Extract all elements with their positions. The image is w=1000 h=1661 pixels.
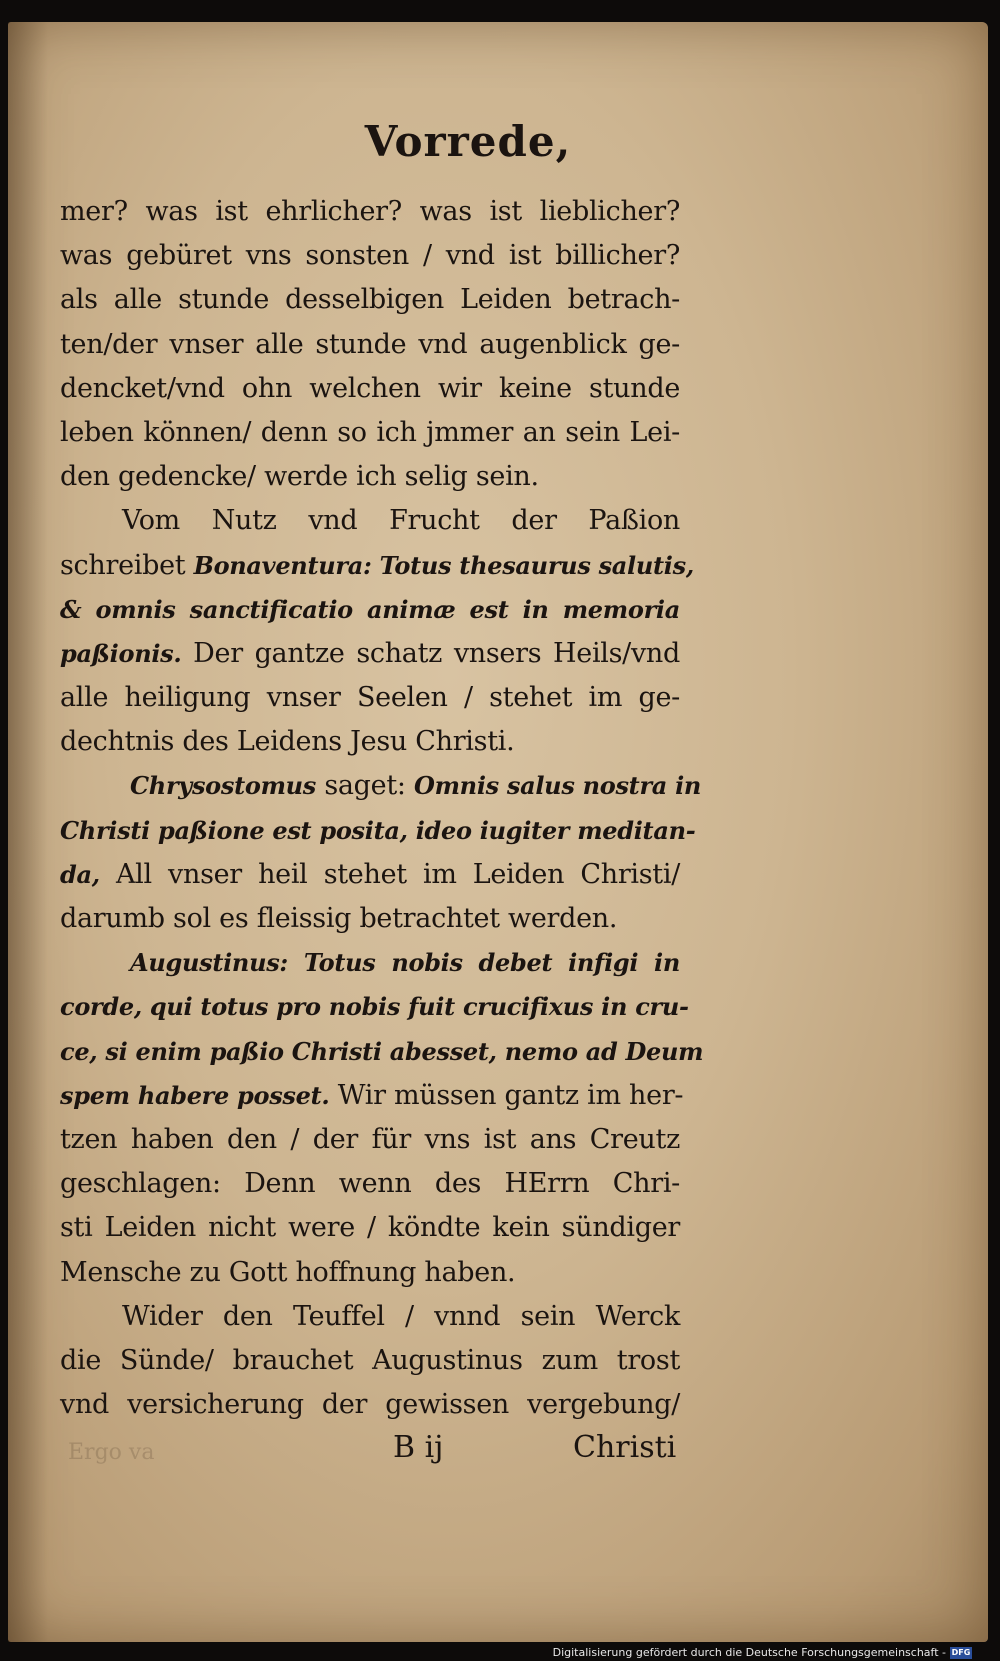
text-line <box>60 941 680 985</box>
text-line <box>60 720 680 764</box>
text-line <box>60 1030 704 1074</box>
german-text: All vnser heil stehet im Leiden Christi/ <box>99 858 680 890</box>
footer <box>553 1646 972 1659</box>
german-text: als alle stunde desselbigen Leiden betrach- <box>60 284 680 316</box>
text-line <box>60 853 680 897</box>
latin-quote: corde, qui totus pro nobis fuit crucifixus in cru- <box>60 992 689 1022</box>
text-line <box>60 499 680 543</box>
latin-quote: da, <box>60 859 100 889</box>
body-text <box>60 190 704 1427</box>
german-text: vnd versicherung der gewissen vergebung/ <box>60 1389 680 1421</box>
latin-quote: & omnis sanctificatio animæ est in memoria <box>60 594 680 624</box>
dfg-logo-icon: DFG <box>951 1647 971 1657</box>
german-text: alle heiligung vnser Seelen / stehet im ge- <box>60 682 680 714</box>
latin-quote: Bonaventura: Totus thesaurus salutis, <box>193 550 694 580</box>
german-text: Wider den Teuffel / vnnd sein Werck <box>122 1300 680 1332</box>
text-line <box>60 367 680 411</box>
german-text: ten/der vnser alle stunde vnd augenblick ge- <box>60 328 680 360</box>
text-line <box>60 544 694 588</box>
german-text: dencket/vnd ohn welchen wir keine stunde <box>60 372 680 404</box>
latin-quote: Omnis salus nostra in <box>413 771 702 801</box>
text-line <box>60 234 680 278</box>
latin-quote: Augustinus: Totus nobis debet infigi in <box>130 948 680 978</box>
text-line <box>60 278 680 322</box>
text-line <box>60 1206 680 1250</box>
text-line <box>60 1383 680 1427</box>
text-line <box>60 985 689 1029</box>
german-text: mer? was ist ehrlicher? was ist lieblicher? <box>60 196 680 227</box>
catchword: Christi <box>573 1430 677 1465</box>
latin-quote: spem habere posset. <box>60 1080 330 1110</box>
text-line <box>60 809 696 853</box>
german-text: Mensche zu Gott hoffnung haben. <box>60 1256 516 1288</box>
text-line <box>60 764 702 808</box>
text-line <box>60 190 680 234</box>
text-line <box>60 676 680 720</box>
german-text: leben können/ denn so ich jmmer an sein Lei- <box>60 416 680 448</box>
text-line <box>60 1339 680 1383</box>
text-line <box>60 1162 680 1206</box>
german-text: was gebüret vns sonsten / vnd ist billicher? <box>60 240 680 272</box>
book-page <box>8 22 988 1642</box>
german-text: dechtnis des Leidens Jesu Christi. <box>60 726 515 758</box>
german-text: Vom Nutz vnd Frucht der Paßion <box>122 505 680 537</box>
german-text: die Sünde/ brauchet Augustinus zum trost <box>60 1344 680 1376</box>
text-line <box>60 1118 680 1162</box>
text-line <box>60 1295 680 1339</box>
latin-quote: Christi paßione est posita, ideo iugiter meditan- <box>60 815 696 845</box>
german-text: Der gantze schatz vnsers Heils/vnd <box>181 637 680 669</box>
german-text: sti Leiden nicht were / köndte kein sündiger <box>60 1212 680 1244</box>
text-line <box>60 1074 684 1118</box>
signature-mark: B ij <box>393 1430 444 1465</box>
german-text: schreibet <box>60 549 194 581</box>
text-line <box>60 455 680 499</box>
text-line <box>60 411 680 455</box>
german-text: tzen haben den / der für vns ist ans Creutz <box>60 1123 680 1155</box>
latin-quote: paßionis. <box>60 638 182 668</box>
text-line <box>60 897 680 941</box>
text-line <box>60 323 680 367</box>
latin-quote: Chrysostomus <box>130 771 317 801</box>
text-line <box>60 588 680 632</box>
bleed-through-text: Ergo va <box>68 1440 155 1465</box>
german-text: geschlagen: Denn wenn des HErrn Chri- <box>60 1168 680 1200</box>
text-line <box>60 632 680 676</box>
text-line <box>60 1251 680 1295</box>
running-header: Vorrede, <box>364 117 572 166</box>
latin-quote: ce, si enim paßio Christi abesset, nemo ad Deum <box>60 1036 704 1066</box>
german-text: Wir müssen gantz im her- <box>329 1079 684 1111</box>
german-text: darumb sol es fleissig betrachtet werden. <box>60 903 618 934</box>
german-text: den gedencke/ werde ich selig sein. <box>60 461 539 493</box>
german-text: saget: <box>316 770 414 802</box>
footer-text: Digitalisierung gefördert durch die Deutsche Forschungsgemeinschaft - <box>552 1646 946 1659</box>
